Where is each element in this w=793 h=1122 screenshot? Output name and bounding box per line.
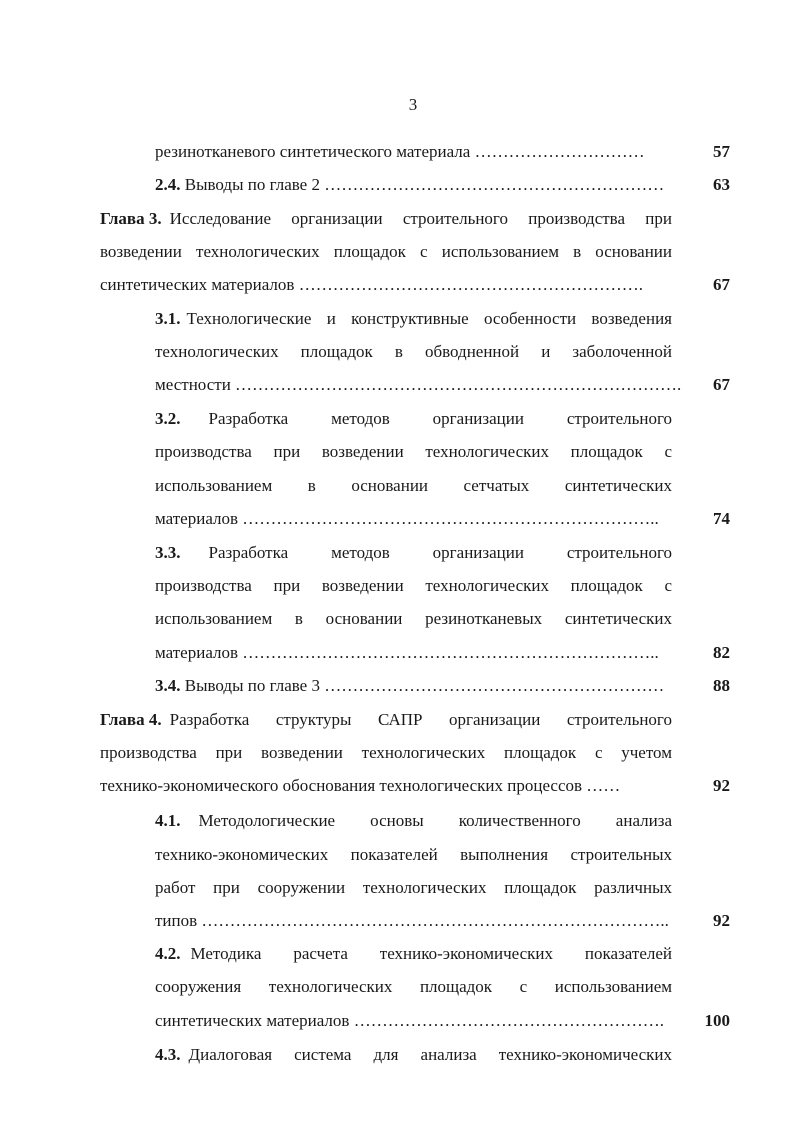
toc-entry-number: 3.2. <box>155 409 181 428</box>
toc-entry-page: 74 <box>713 509 730 528</box>
toc-entry-text: Методологические основы количественного анализа <box>198 811 672 830</box>
toc-entry-text: Технологические и конструктивные особенности возведения <box>186 309 672 328</box>
toc-entry-continuation <box>155 507 730 531</box>
toc-entry-page: 63 <box>713 175 730 194</box>
toc-entry-page: 100 <box>704 1011 730 1030</box>
toc-entry-number: Глава 4. <box>100 710 162 729</box>
toc-entry-number: Глава 3. <box>100 209 162 228</box>
toc-entry-text: возведении технологических площадок с использованием в основании <box>100 242 672 261</box>
toc-entry-text: материалов ……………………………………………………………….. <box>155 509 659 528</box>
toc-entry-text: Диалоговая система для анализа технико-экономических <box>188 1045 672 1064</box>
toc-entry-page: 67 <box>713 375 730 394</box>
toc-entry-text: производства при возведении технологических площадок с учетом <box>100 743 672 762</box>
toc-entry-text: синтетических материалов ………………………………………………. <box>155 1011 664 1030</box>
toc-entry-continuation <box>155 474 730 498</box>
page-number: 3 <box>408 95 418 114</box>
toc-entry-text: технологических площадок в обводненной и заболоченной <box>155 342 672 361</box>
toc-entry-text: материалов ……………………………………………………………….. <box>155 643 659 662</box>
toc-entry <box>155 541 730 565</box>
toc-entry-text: производства при возведении технологических площадок с <box>155 576 672 595</box>
toc-entry-page: 88 <box>713 676 730 695</box>
toc-entry-page: 57 <box>713 142 730 161</box>
toc-entry-continuation <box>155 574 730 598</box>
toc-entry-text: Разработка структуры САПР организации строительного <box>169 710 672 729</box>
toc-entry-number: 4.2. <box>155 944 181 963</box>
toc-entry-number: 4.1. <box>155 811 181 830</box>
toc-entry-text: производства при возведении технологических площадок с <box>155 442 672 461</box>
toc-entry <box>155 942 730 966</box>
toc-entry-text: Методика расчета технико-экономических показателей <box>190 944 672 963</box>
toc-entry-text: резинотканевого синтетического материала ………………………… <box>155 142 645 161</box>
toc-entry-page: 92 <box>713 911 730 930</box>
toc-entry-page: 67 <box>713 275 730 294</box>
toc-entry <box>155 140 730 164</box>
toc-entry-text: работ при сооружении технологических площадок различных <box>155 878 672 897</box>
toc-entry-number: 3.3. <box>155 543 181 562</box>
toc-entry-text: местности ……………………………………………………………………. <box>155 375 682 394</box>
toc-entry-text: использованием в основании резинотканевых синтетических <box>155 609 672 628</box>
toc-entry <box>155 407 730 431</box>
toc-entry-number: 2.4. <box>155 175 181 194</box>
toc-entry-continuation <box>155 975 730 999</box>
toc-entry-continuation <box>155 373 730 397</box>
toc-entry-text: использованием в основании сетчатых синтетических <box>155 476 672 495</box>
toc-entry-text: сооружения технологических площадок с использованием <box>155 977 672 996</box>
toc-entry-page: 92 <box>713 776 730 795</box>
toc-entry-continuation <box>155 340 730 364</box>
toc-entry-continuation <box>100 240 730 264</box>
toc-entry <box>155 173 730 197</box>
toc-entry-text: Разработка методов организации строительного <box>208 409 672 428</box>
toc-entry-number: 3.1. <box>155 309 181 328</box>
toc-entry-continuation <box>100 741 730 765</box>
toc-entry-continuation <box>100 273 730 297</box>
toc-entry <box>155 674 730 698</box>
toc-entry-continuation <box>155 607 730 631</box>
toc-entry-continuation <box>155 1009 730 1033</box>
toc-entry <box>100 708 730 732</box>
toc-entry-text: Выводы по главе 2 …………………………………………………… <box>184 175 665 194</box>
toc-entry <box>155 809 730 833</box>
toc-entry-text: Исследование организации строительного производства при <box>169 209 672 228</box>
toc-entry-continuation <box>155 641 730 665</box>
toc-entry <box>155 307 730 331</box>
toc-entry-continuation <box>155 440 730 464</box>
toc-entry-text: Разработка методов организации строительного <box>208 543 672 562</box>
toc-entry-text: технико-экономического обоснования технологических процессов …… <box>100 776 621 795</box>
toc-entry-text: типов ……………………………………………………………………….. <box>155 911 669 930</box>
toc-entry <box>155 1043 730 1067</box>
toc-entry-continuation <box>155 843 730 867</box>
toc-entry-page: 82 <box>713 643 730 662</box>
toc-entry-continuation <box>155 876 730 900</box>
toc-entry <box>100 207 730 231</box>
toc-entry-text: синтетических материалов ……………………………………………………. <box>100 275 643 294</box>
toc-entry-number: 4.3. <box>155 1045 181 1064</box>
toc-entry-text: Выводы по главе 3 …………………………………………………… <box>184 676 665 695</box>
toc-entry-text: технико-экономических показателей выполнения строительных <box>155 845 672 864</box>
toc-entry-number: 3.4. <box>155 676 181 695</box>
toc-entry-continuation <box>155 909 730 933</box>
toc-entry-continuation <box>100 774 730 798</box>
